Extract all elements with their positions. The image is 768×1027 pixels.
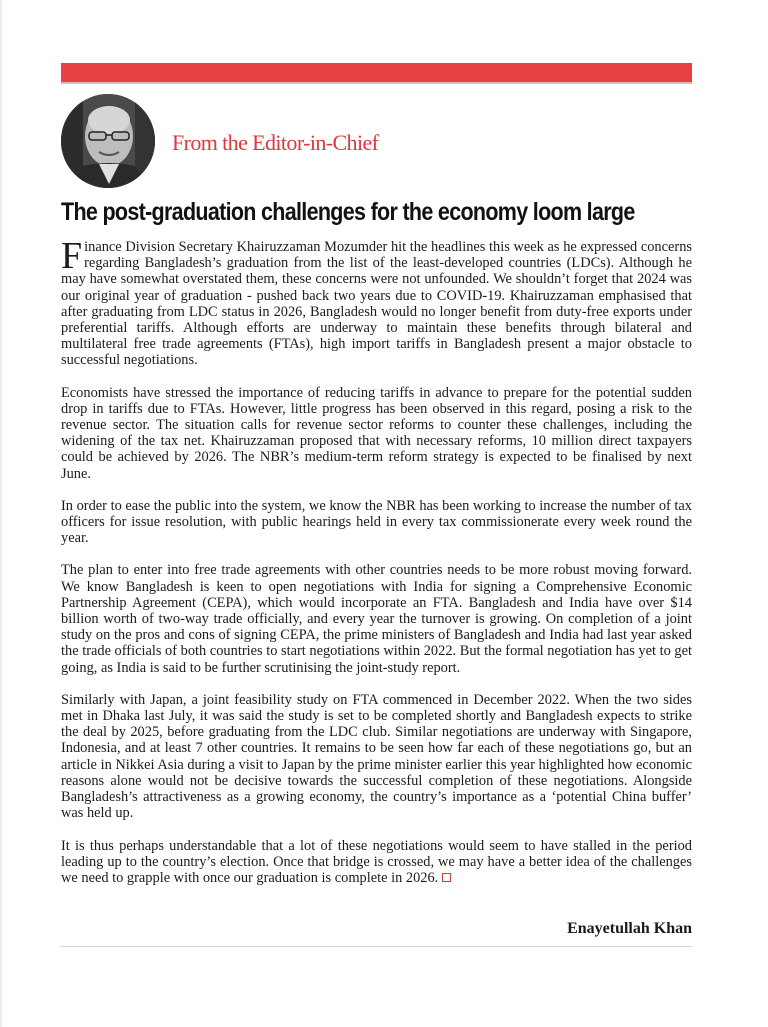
page-edge bbox=[0, 0, 2, 1027]
article-body bbox=[61, 235, 692, 902]
editor-avatar bbox=[61, 94, 155, 188]
paragraph-6: It is thus perhaps understandable that a lot of these negotiations would seem to have stalled in the period leading up to the country’s election. Once that bridge is crossed, we may have a better idea of the challenges we need to grapple with once our graduation is complete in 2026. bbox=[61, 837, 692, 886]
paragraph-3: In order to ease the public into the system, we know the NBR has been working to increase the number of tax officers for issue resolution, with public hearings held in every tax commissionerate every week round the year. bbox=[61, 497, 692, 547]
editorial-header bbox=[61, 94, 692, 190]
bottom-divider bbox=[61, 946, 692, 947]
paragraph-1: Finance Division Secretary Khairuzzaman Mozumder hit the headlines this week as he expressed concerns regarding Bangladesh’s graduation from the list of the least-developed countries (LDCs). Although he may have somewhat overstated them, these concerns were not unfounded. We shouldn’t forget that 2024 was our original year of graduation - pushed back two years due to COVID-19. Khairuzzaman emphasised that after graduating from LDC status in 2026, Bangladesh would no longer benefit from duty-free exports under preferential tariffs. Although efforts are underway to maintain these benefits through bilateral and multilateral free trade agreements (FTAs), high import tariffs in Bangladesh present a major obstacle to successful negotiations. bbox=[61, 235, 692, 369]
author-byline: Enayetullah Khan bbox=[567, 920, 692, 937]
article-headline: The post-graduation challenges for the economy loom large bbox=[61, 198, 635, 226]
paragraph-4: The plan to enter into free trade agreements with other countries needs to be more robust moving forward. We know Bangladesh is keen to open negotiations with India for signing a Comprehensive Economic Partnership Agreement (CEPA), which would incorporate an FTA. Bangladesh and India have over $14 billion worth of two-way trade officially, and every year the turnover is growing. On completion of a joint study on the pros and cons of signing CEPA, the prime ministers of Bangladesh and India had last year asked the trade officials of both countries to start negotiations within 2022. But the formal negotiation has yet to get going, as India is said to be further scrutinising the joint-study report. bbox=[61, 562, 692, 676]
portrait-icon bbox=[61, 94, 155, 188]
section-title: From the Editor-in-Chief bbox=[172, 130, 379, 155]
end-mark-icon bbox=[442, 873, 451, 882]
top-accent-bar bbox=[61, 63, 692, 84]
paragraph-5: Similarly with Japan, a joint feasibility study on FTA commenced in December 2022. When the two sides met in Dhaka last July, it was said the study is set to be completed shortly and Bangladesh expects to strike the deal by 2025, before graduating from the LDC club. Similar negotiations are underway with Singapore, Indonesia, and at least 7 other countries. It remains to be seen how far each of these negotiations go, but an article in Nikkei Asia during a visit to Japan by the prime minister earlier this year highlighted how economic reasons alone would not be decisive towards the successful completion of these negotiations. Alongside Bangladesh’s attractiveness as a growing economy, the country’s importance as a ‘potential China buffer’ was held up. bbox=[61, 691, 692, 822]
paragraph-2: Economists have stressed the importance of reducing tariffs in advance to prepare for the potential sudden drop in tariffs due to FTAs. However, little progress has been observed in this regard, posing a risk to the revenue sector. The situation calls for revenue sector reforms to counter these challenges, including the widening of the tax net. Khairuzzaman proposed that with necessary reforms, 10 million direct taxpayers could be achieved by 2026. The NBR’s medium-term reform strategy is expected to be finalised by next June. bbox=[61, 384, 692, 482]
drop-cap: F bbox=[61, 235, 83, 277]
